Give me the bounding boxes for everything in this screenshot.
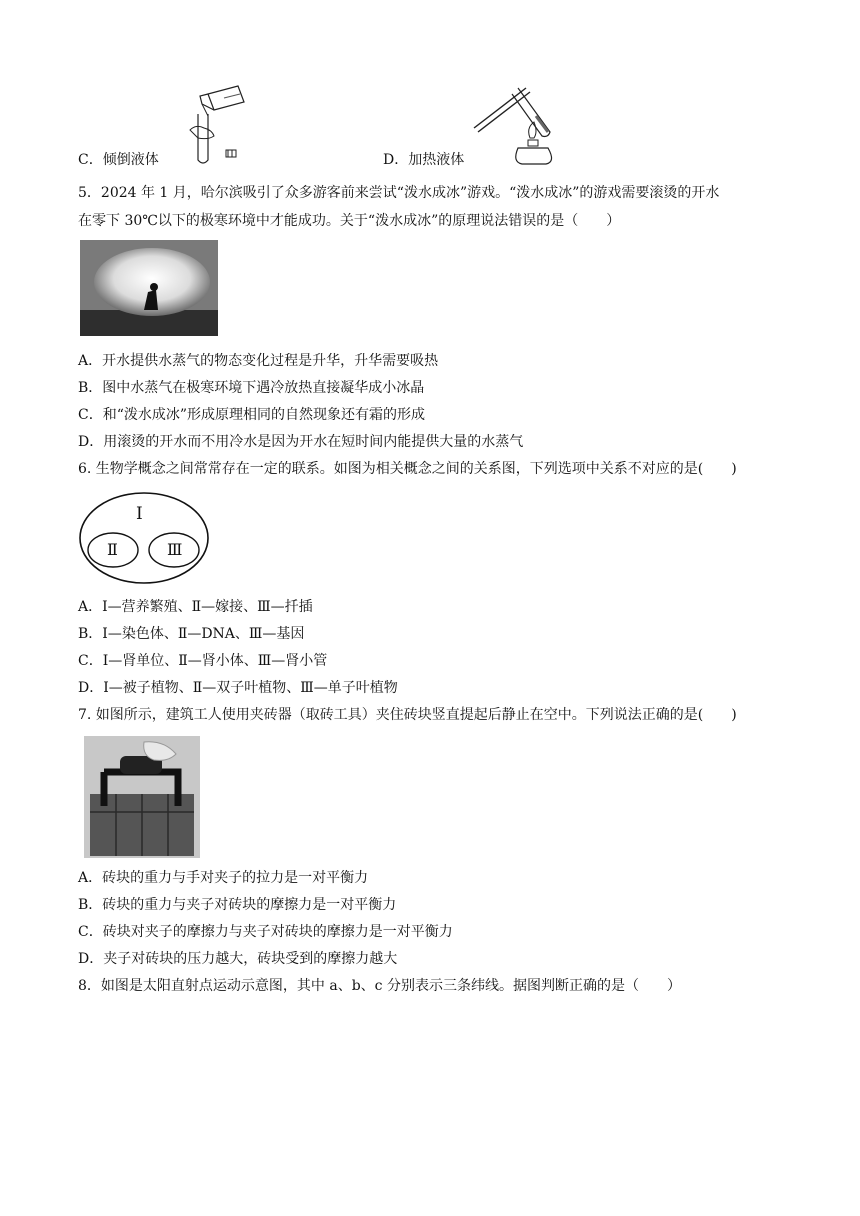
q6-option-c: C．Ⅰ—肾单位、Ⅱ—肾小体、Ⅲ—肾小管 bbox=[78, 653, 328, 669]
heating-liquid-figure bbox=[468, 82, 554, 166]
q6-option-b: B．Ⅰ—染色体、Ⅱ—DNA、Ⅲ—基因 bbox=[78, 626, 305, 642]
brick-clamp-photo bbox=[84, 736, 200, 858]
q5-option-c: C．和“泼水成冰”形成原理相同的自然现象还有霜的形成 bbox=[78, 407, 426, 423]
q5-option-d: D．用滚烫的开水而不用冷水是因为开水在短时间内能提供大量的水蒸气 bbox=[78, 434, 524, 450]
splash-water-photo bbox=[80, 240, 218, 336]
concept-relationship-diagram bbox=[78, 490, 212, 586]
q7-stem: 7. 如图所示，建筑工人使用夹砖器（取砖工具）夹住砖块竖直提起后静止在空中。下列说法正确的是( ) bbox=[78, 707, 737, 723]
label-outer: Ⅰ bbox=[136, 504, 143, 524]
label-right: Ⅲ bbox=[167, 540, 183, 559]
q7-option-a: A．砖块的重力与手对夹子的拉力是一对平衡力 bbox=[78, 870, 369, 886]
q5-stem-line2: 在零下 30℃以下的极寒环境中才能成功。关于“泼水成冰”的原理说法错误的是（ ） bbox=[78, 213, 621, 229]
q7-option-b: B．砖块的重力与夹子对砖块的摩擦力是一对平衡力 bbox=[78, 897, 397, 913]
option-d-heat: D．加热液体 bbox=[383, 152, 465, 168]
outer-ellipse bbox=[80, 493, 208, 583]
q6-option-d: D．Ⅰ—被子植物、Ⅱ—双子叶植物、Ⅲ—单子叶植物 bbox=[78, 680, 398, 696]
q8-stem: 8．如图是太阳直射点运动示意图，其中 a、b、c 分别表示三条纬线。据图判断正确的是（ ） bbox=[78, 978, 681, 994]
q5-option-a: A．开水提供水蒸气的物态变化过程是升华，升华需要吸热 bbox=[78, 353, 439, 369]
q7-option-c: C．砖块对夹子的摩擦力与夹子对砖块的摩擦力是一对平衡力 bbox=[78, 924, 453, 940]
pouring-liquid-figure bbox=[188, 74, 254, 166]
q7-option-d: D．夹子对砖块的压力越大，砖块受到的摩擦力越大 bbox=[78, 951, 398, 967]
q5-option-b: B．图中水蒸气在极寒环境下遇冷放热直接凝华成小冰晶 bbox=[78, 380, 425, 396]
q5-stem-line1: 5．2024 年 1 月，哈尔滨吸引了众多游客前来尝试“泼水成冰”游戏。“泼水成冰”的游戏需要滚烫的开水 bbox=[78, 185, 720, 201]
option-c-pour: C．倾倒液体 bbox=[78, 152, 159, 168]
q6-stem: 6. 生物学概念之间常常存在一定的联系。如图为相关概念之间的关系图，下列选项中关系不对应的是( ) bbox=[78, 461, 737, 477]
label-left: Ⅱ bbox=[107, 540, 118, 559]
q6-option-a: A．Ⅰ—营养繁殖、Ⅱ—嫁接、Ⅲ—扦插 bbox=[78, 599, 313, 615]
